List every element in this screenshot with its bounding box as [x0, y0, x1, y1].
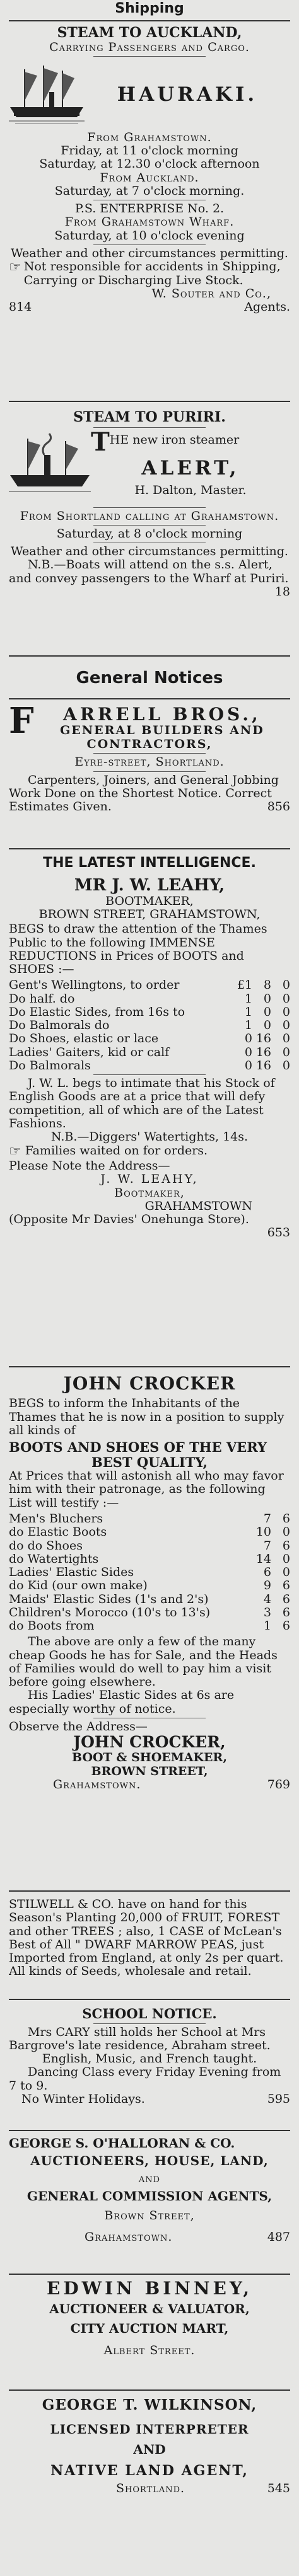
signature: Grahamstown. [53, 1777, 141, 1791]
advert-line: AND [133, 2442, 166, 2458]
advert-number: 545 [267, 2481, 290, 2496]
advert-line: GENERAL BUILDERS AND [60, 723, 264, 738]
ship-name: ALERT, [141, 456, 240, 480]
price-list [9, 1512, 290, 1633]
schedule-from: From Grahamstown. [87, 130, 212, 144]
advert-line: English, Music, and French taught. [42, 2052, 257, 2066]
section-heading-shipping: Shipping [115, 1, 184, 16]
address: Shortland. [116, 2481, 185, 2496]
advert-line: LICENSED INTERPRETER [50, 2421, 249, 2437]
price-l: 1 [244, 991, 252, 1006]
price-d: 0 [282, 1018, 290, 1033]
price-item: Children's Morocco (10's to 13's) [9, 1605, 211, 1619]
price-amount [214, 1539, 290, 1553]
advert-body: Mrs CARY still holds her School at Mrs Bargrove's late residence, Abraham street. [9, 2025, 271, 2052]
price-s: 6 [263, 1565, 271, 1580]
price-d: 0 [282, 978, 290, 992]
schedule-from: From Grahamstown Wharf. [64, 215, 235, 229]
pointing-hand-icon: ☞ [9, 260, 21, 276]
price-l: 0 [244, 1058, 252, 1072]
price-row [9, 1619, 290, 1633]
advert-body: J. W. L. begs to intimate that his Stock of English Goods are at a price that will defy competition, all of which are of the Latest Fashions. [9, 1076, 275, 1130]
schedule-line: Saturday, at 12.30 o'clock afternoon [39, 157, 260, 171]
price-row [9, 992, 290, 1006]
advert-body: Carpenters, Joiners, and General Jobbing Work Done on the Shortest Notice. Correct Estimates Given. [9, 773, 279, 814]
weather-note: Weather and other circumstances permitting. [11, 544, 288, 559]
price-item: do do Shoes [9, 1538, 83, 1553]
price-item: Do half. do [9, 991, 75, 1006]
signature: (Opposite Mr Davies' Onehunga Store). [9, 1212, 249, 1227]
price-s: 0 [263, 1018, 271, 1033]
liability-text: Not responsible for accidents in Shipping, Carrying or Discharging Live Stock. [23, 260, 281, 287]
price-item: do Kid (our own make) [9, 1578, 148, 1593]
price-l: £1 [237, 978, 252, 992]
advert-body: STILWELL & CO. have on hand for this Season's Planting 20,000 of FRUIT, FOREST and other TREES ; also, 1 CASE of McLean's Best of All " DWARF MARROW PEAS, just Imported from England, at only 2s per quart. All kinds of Seeds, wholesale and retail. [9, 1898, 284, 1979]
ship-name: HAURAKI. [117, 83, 258, 106]
advert-number: 595 [267, 2091, 290, 2106]
signature: Bootmaker, [114, 1185, 185, 1200]
advert-line: AUCTIONEERS, HOUSE, LAND, [30, 2153, 269, 2169]
advert-heading: SCHOOL NOTICE. [82, 2006, 217, 2021]
drop-cap: F [9, 704, 34, 742]
advert-number: 856 [267, 799, 290, 814]
price-amount [214, 1512, 290, 1526]
advert-footer [9, 301, 290, 314]
liability-notice [9, 260, 290, 287]
advert-number: 653 [267, 1226, 290, 1240]
price-d: 0 [282, 1058, 290, 1072]
divider [9, 848, 290, 849]
advert-line: HE new iron steamer [109, 432, 240, 447]
price-item: Men's Bluchers [9, 1511, 103, 1526]
advert-intro: BEGS to draw the attention of the Thames Public to the following IMMENSE REDUCTIONS in Prices of BOOTS and SHOES :— [9, 922, 267, 977]
advert-footer [9, 2231, 290, 2244]
advert-line: BOOTS AND SHOES OF THE VERY [9, 1439, 267, 1456]
advert-number: 769 [267, 1777, 290, 1791]
advert-line: BEST QUALITY, [91, 1454, 208, 1470]
firm-name: GEORGE S. O'HALLORAN & CO. [9, 2136, 235, 2151]
advert-title [9, 704, 290, 742]
divider [9, 1999, 290, 2000]
price-amount [214, 992, 290, 1006]
advert-intro: BEGS to inform the Inhabitants of the Thames that he is now in a position to supply all kinds of [9, 1396, 284, 1437]
families-text: Families waited on for orders. [25, 1143, 208, 1158]
advert-subheading: Carrying Passengers and Cargo. [49, 40, 250, 54]
advert-footer [9, 2482, 290, 2495]
price-row [9, 979, 290, 992]
address: Grahamstown. [85, 2229, 173, 2244]
price-row [9, 1539, 290, 1553]
price-d: 6 [282, 1619, 290, 1633]
advert-line: CONTRACTORS, [86, 737, 213, 752]
price-d: 0 [282, 1032, 290, 1046]
advert-line: and [138, 2171, 161, 2185]
price-amount [214, 1579, 290, 1592]
firm-name: EDWIN BINNEY, [47, 2279, 252, 2299]
advert-line: AUCTIONEER & VALUATOR, [49, 2301, 250, 2317]
divider [9, 20, 290, 21]
price-s: 7 [263, 1511, 271, 1526]
price-row [9, 1606, 290, 1619]
divider [9, 2130, 290, 2131]
price-d: 6 [282, 1538, 290, 1553]
section-heading-general: General Notices [76, 669, 223, 687]
price-item: Ladies' Gaiters, kid or calf [9, 1045, 170, 1059]
signature: BROWN STREET, [91, 1764, 208, 1778]
price-d: 6 [282, 1511, 290, 1526]
price-s: 16 [255, 1045, 271, 1059]
price-item: Do Balmorals do [9, 1018, 110, 1033]
price-s: 14 [255, 1551, 271, 1566]
price-s: 0 [263, 991, 271, 1006]
price-amount [214, 1059, 290, 1072]
price-item: Do Shoes, elastic or lace [9, 1032, 159, 1046]
divider [9, 698, 290, 699]
firm-name: ARRELL BROS., [62, 704, 261, 725]
price-s: 1 [263, 1619, 271, 1633]
price-l: 0 [244, 1045, 252, 1059]
price-s: 3 [263, 1605, 271, 1619]
advert-body: The above are only a few of the many cheap Goods he has for Sale, and the Heads of Families would do well to pay him a visit before going elsewhere. [9, 1635, 278, 1689]
price-row [9, 1566, 290, 1579]
price-item: Maids' Elastic Sides (1's and 2's) [9, 1592, 209, 1606]
route: From Shortland calling at Grahamstown. [20, 509, 279, 523]
advert-heading: THE LATEST INTELLIGENCE. [43, 856, 256, 871]
weather-note: Weather and other circumstances permitting. [11, 246, 288, 261]
divider [9, 401, 290, 402]
price-item: Ladies' Elastic Sides [9, 1565, 134, 1580]
price-amount [214, 1019, 290, 1032]
families-note [9, 1144, 290, 1160]
price-item: Do Balmorals [9, 1058, 91, 1072]
advert-ship-row [9, 427, 290, 505]
advert-number: 487 [267, 2229, 290, 2244]
schedule-line: Saturday, at 7 o'clock morning. [54, 183, 245, 198]
price-row [9, 1526, 290, 1539]
address: Albert Street. [103, 2343, 196, 2358]
proprietor-name: MR J. W. LEAHY, [74, 875, 225, 895]
price-row [9, 1553, 290, 1566]
second-vessel: P.S. ENTERPRISE No. 2. [74, 202, 225, 216]
advert-steam-to-auckland [9, 25, 290, 397]
signature: GRAHAMSTOWN [144, 1199, 252, 1213]
steamship-icon [9, 430, 91, 499]
price-l: 0 [244, 1032, 252, 1046]
advert-edwin-binney [9, 2279, 290, 2386]
advert-agents: Agents. [244, 300, 290, 314]
steamship-icon [9, 63, 85, 126]
advert-ohalloran [9, 2136, 290, 2268]
address-prompt: Please Note the Address— [9, 1159, 170, 1173]
address: Brown Street, [104, 2209, 195, 2223]
divider [9, 2274, 290, 2275]
price-amount [214, 1593, 290, 1606]
firm-name: GEORGE T. WILKINSON, [42, 2397, 257, 2413]
price-s: 16 [255, 1058, 271, 1072]
advert-wilkinson [9, 2397, 290, 2573]
price-d: 0 [282, 1525, 290, 1539]
divider [9, 655, 290, 657]
advert-farrell-bros [9, 704, 290, 841]
advert-john-crocker [9, 1374, 290, 1884]
address-prompt: Observe the Address— [9, 1719, 148, 1734]
price-item: do Watertights [9, 1551, 99, 1566]
advert-stilwell [9, 1898, 290, 1991]
trade: BOOTMAKER, [105, 894, 194, 908]
price-l: 1 [244, 1004, 252, 1019]
proprietor-name: JOHN CROCKER [63, 1374, 236, 1394]
price-s: 10 [255, 1525, 271, 1539]
price-row [9, 1059, 290, 1072]
price-row [9, 1006, 290, 1019]
divider [9, 1366, 290, 1367]
price-s: 16 [255, 1032, 271, 1046]
price-amount [214, 1553, 290, 1566]
advert-line: GENERAL COMMISSION AGENTS, [26, 2188, 273, 2204]
price-s: 9 [263, 1578, 271, 1593]
advert-signature: W. Souter and Co., [151, 286, 271, 301]
advert-line: NATIVE LAND AGENT, [50, 2462, 249, 2479]
price-d: 0 [282, 991, 290, 1006]
price-s: 8 [263, 978, 271, 992]
schedule-line: Saturday, at 8 o'clock morning [56, 526, 243, 541]
price-d: 6 [282, 1592, 290, 1606]
advert-steam-to-puriri [9, 410, 290, 653]
advert-intro: At Prices that will astonish all who may favor him with their patronage, as the following List will testify :— [9, 1469, 284, 1510]
master-name: H. Dalton, Master. [134, 483, 247, 498]
price-s: 4 [263, 1592, 271, 1606]
signature: BOOT & SHOEMAKER, [72, 1751, 227, 1765]
advert-footer [9, 1778, 290, 1791]
price-d: 0 [282, 1551, 290, 1566]
price-s: 7 [263, 1538, 271, 1553]
advert-school-notice [9, 2006, 290, 2126]
price-amount [214, 1619, 290, 1633]
advert-line: No Winter Holidays. [21, 2091, 145, 2106]
drop-cap: T [91, 427, 110, 457]
price-item: Do Elastic Sides, from 16s to [9, 1004, 185, 1019]
divider [9, 2389, 290, 2391]
price-amount [214, 1606, 290, 1619]
schedule-line: Saturday, at 10 o'clock evening [54, 228, 245, 243]
advert-number: 18 [274, 584, 290, 599]
price-row [9, 1019, 290, 1032]
price-row [9, 1593, 290, 1606]
signature: JOHN CROCKER, [73, 1733, 226, 1752]
price-l: 1 [244, 1018, 252, 1033]
address: Eyre-street, Shortland. [74, 755, 225, 769]
price-amount [214, 1046, 290, 1059]
price-row [9, 1512, 290, 1526]
advert-footer [9, 2093, 290, 2106]
price-amount [214, 1006, 290, 1019]
price-d: 0 [282, 1004, 290, 1019]
advert-heading: STEAM TO PURIRI. [73, 410, 226, 425]
advert-line: CITY AUCTION MART, [70, 2320, 229, 2336]
advert-ship-row [9, 59, 290, 131]
advert-note: N.B.—Boats will attend on the s.s. Alert, and convey passengers to the Wharf at Puriri. [9, 558, 289, 585]
price-item: do Elastic Boots [9, 1525, 107, 1539]
price-amount [214, 979, 290, 992]
address: BROWN STREET, GRAHAMSTOWN, [38, 907, 261, 921]
signature: J. W. LEAHY, [100, 1172, 199, 1187]
advert-note: His Ladies' Elastic Sides at 6s are especially worthy of notice. [9, 1688, 235, 1716]
price-row [9, 1046, 290, 1059]
advert-heading: STEAM TO AUCKLAND, [57, 25, 242, 41]
price-list [9, 979, 290, 1072]
advert-line: Dancing Class every Friday Evening from 7 to 9. [9, 2065, 281, 2093]
price-d: 6 [282, 1605, 290, 1619]
schedule-line: Friday, at 11 o'clock morning [61, 144, 238, 158]
divider [9, 1890, 290, 1892]
price-d: 6 [282, 1578, 290, 1593]
price-row [9, 1032, 290, 1045]
price-d: 0 [282, 1565, 290, 1580]
price-d: 0 [282, 1045, 290, 1059]
price-amount [214, 1566, 290, 1579]
advert-number: 814 [9, 300, 32, 314]
price-amount [214, 1526, 290, 1539]
schedule-from: From Auckland. [100, 170, 199, 185]
advert-leahy-bootmaker [9, 856, 290, 1360]
price-amount [214, 1032, 290, 1045]
pointing-hand-icon: ☞ [9, 1143, 21, 1159]
price-row [9, 1579, 290, 1592]
advert-note: N.B.—Diggers' Watertights, 14s. [50, 1130, 249, 1144]
price-item: do Boots from [9, 1619, 95, 1633]
price-item: Gent's Wellingtons, to order [9, 978, 180, 992]
price-s: 0 [263, 1004, 271, 1019]
